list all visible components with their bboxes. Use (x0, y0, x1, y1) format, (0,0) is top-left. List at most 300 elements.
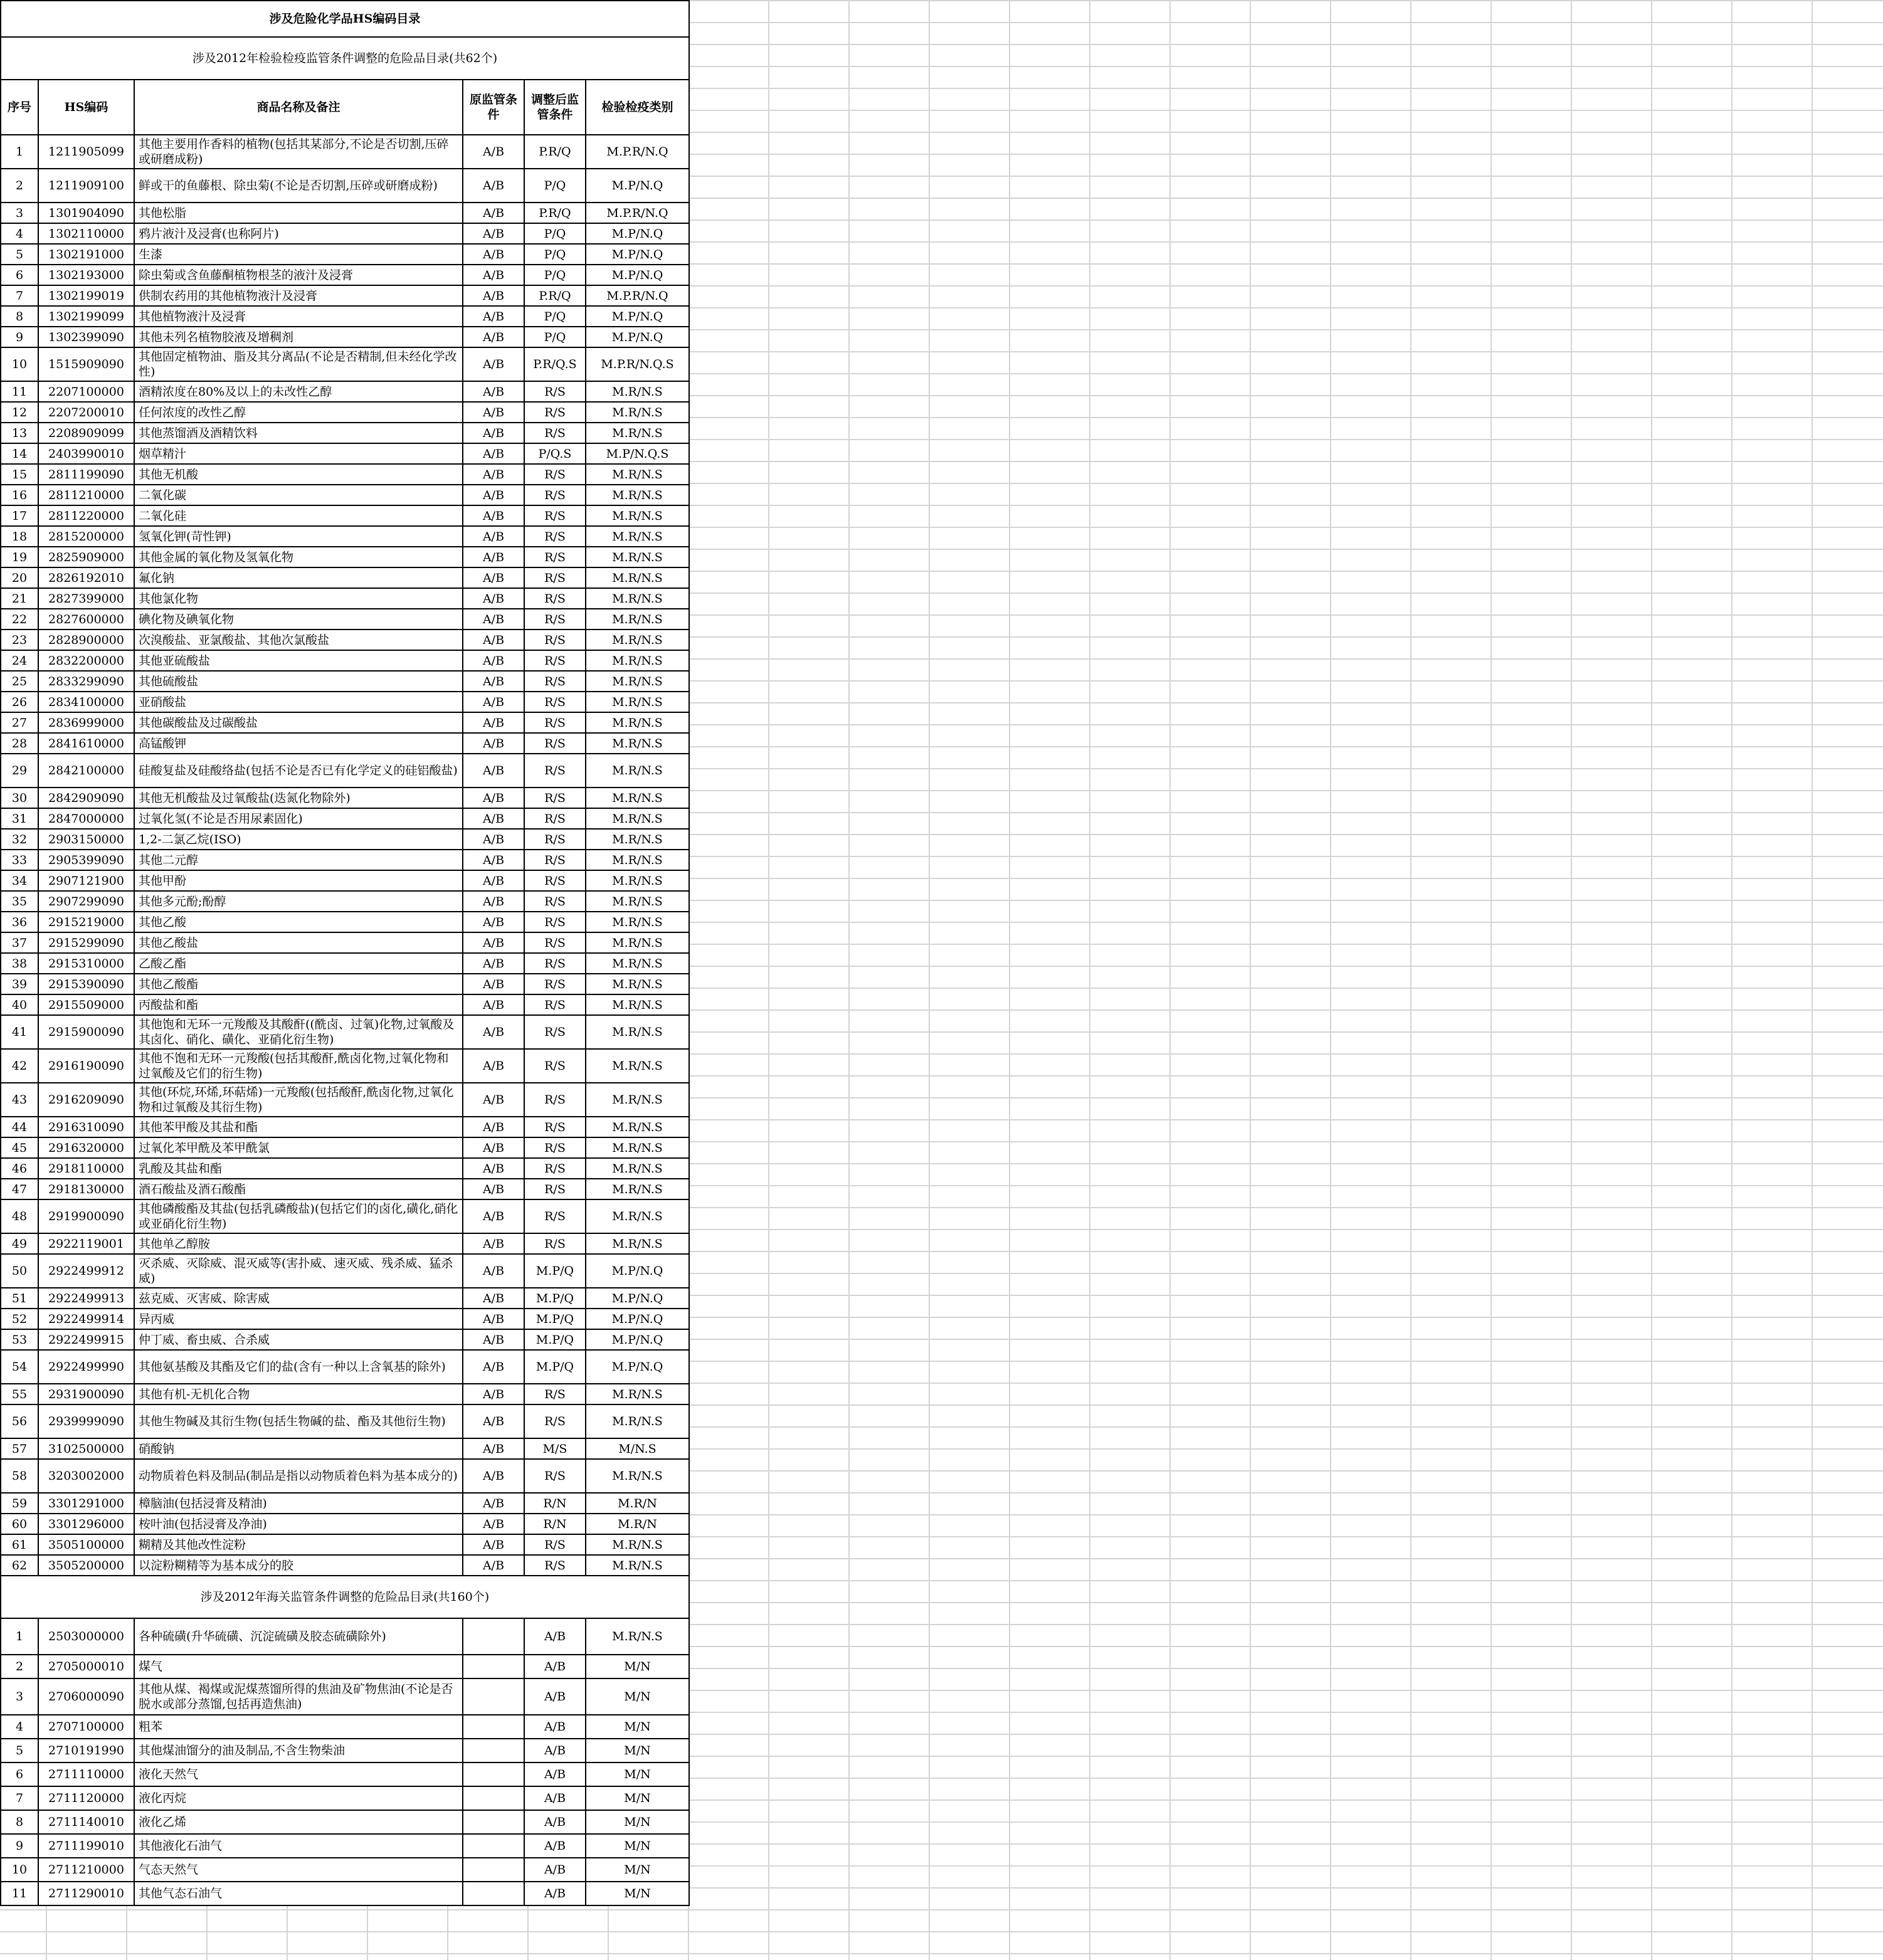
col-header-inspection-category[interactable]: 检验检疫类别 (586, 80, 689, 135)
cell-index[interactable]: 48 (1, 1199, 38, 1233)
cell-index[interactable]: 29 (1, 754, 38, 788)
cell-hs-code[interactable]: 2207200010 (38, 402, 134, 423)
cell-inspection-category[interactable]: M.R/N.S (586, 1049, 689, 1083)
cell-original-condition[interactable]: A/B (463, 443, 524, 464)
cell-name[interactable]: 其他乙酸盐 (134, 932, 463, 953)
cell-index[interactable]: 38 (1, 953, 38, 974)
cell-adjusted-condition[interactable]: R/S (524, 402, 586, 423)
cell-name[interactable]: 乙酸乙酯 (134, 953, 463, 974)
cell-inspection-category[interactable]: M.R/N.S (586, 1618, 689, 1655)
cell-name[interactable]: 其他有机-无机化合物 (134, 1384, 463, 1404)
cell-inspection-category[interactable]: M.R/N.S (586, 788, 689, 808)
cell-original-condition[interactable]: A/B (463, 870, 524, 891)
cell-hs-code[interactable]: 2811210000 (38, 485, 134, 505)
cell-hs-code[interactable]: 2919900090 (38, 1199, 134, 1233)
cell-name[interactable]: 其他从煤、褐煤或泥煤蒸馏所得的焦油及矿物焦油(不论是否脱水或部分蒸馏,包括再造焦油) (134, 1678, 463, 1715)
cell-adjusted-condition[interactable]: R/S (524, 733, 586, 754)
cell-index[interactable]: 1 (1, 1618, 38, 1655)
cell-original-condition[interactable]: A/B (463, 1254, 524, 1288)
cell-original-condition[interactable]: A/B (463, 306, 524, 327)
cell-adjusted-condition[interactable]: R/S (524, 1158, 586, 1179)
cell-adjusted-condition[interactable]: P/Q (524, 265, 586, 285)
cell-inspection-category[interactable]: M.P/N.Q (586, 1254, 689, 1288)
cell-original-condition[interactable]: A/B (463, 402, 524, 423)
cell-hs-code[interactable]: 2836999000 (38, 712, 134, 733)
cell-hs-code[interactable]: 2847000000 (38, 808, 134, 829)
cell-inspection-category[interactable]: M.R/N.S (586, 609, 689, 630)
sheet-title[interactable]: 涉及危险化学品HS编码目录 (1, 1, 689, 37)
cell-index[interactable]: 26 (1, 692, 38, 712)
cell-hs-code[interactable]: 2903150000 (38, 829, 134, 850)
cell-inspection-category[interactable]: M.P/N.Q (586, 1309, 689, 1329)
cell-original-condition[interactable]: A/B (463, 1384, 524, 1404)
cell-index[interactable]: 51 (1, 1288, 38, 1309)
cell-hs-code[interactable]: 2918110000 (38, 1158, 134, 1179)
cell-original-condition[interactable]: A/B (463, 829, 524, 850)
cell-hs-code[interactable]: 2915299090 (38, 932, 134, 953)
cell-index[interactable]: 2 (1, 169, 38, 203)
cell-inspection-category[interactable]: M.R/N.S (586, 1459, 689, 1493)
cell-name[interactable]: 液化天然气 (134, 1762, 463, 1786)
cell-adjusted-condition[interactable]: A/B (524, 1655, 586, 1678)
cell-adjusted-condition[interactable]: M.P/Q (524, 1350, 586, 1384)
cell-original-condition[interactable]: A/B (463, 974, 524, 994)
cell-adjusted-condition[interactable]: A/B (524, 1739, 586, 1762)
cell-original-condition[interactable]: A/B (463, 423, 524, 443)
cell-inspection-category[interactable]: M.R/N.S (586, 588, 689, 609)
cell-index[interactable]: 31 (1, 808, 38, 829)
cell-name[interactable]: 酒精浓度在80%及以上的未改性乙醇 (134, 381, 463, 402)
cell-name[interactable]: 其他硫酸盐 (134, 671, 463, 692)
cell-inspection-category[interactable]: M.P/N.Q (586, 1329, 689, 1350)
cell-inspection-category[interactable]: M.R/N.S (586, 870, 689, 891)
cell-index[interactable]: 46 (1, 1158, 38, 1179)
cell-name[interactable]: 糊精及其他改性淀粉 (134, 1534, 463, 1555)
cell-adjusted-condition[interactable]: R/S (524, 994, 586, 1015)
cell-index[interactable]: 58 (1, 1459, 38, 1493)
col-header-original-condition[interactable]: 原监管条件 (463, 80, 524, 135)
cell-hs-code[interactable]: 2826192010 (38, 567, 134, 588)
cell-inspection-category[interactable]: M.R/N.S (586, 567, 689, 588)
cell-adjusted-condition[interactable]: R/S (524, 932, 586, 953)
cell-adjusted-condition[interactable]: P.R/Q (524, 203, 586, 223)
cell-name[interactable]: 供制农药用的其他植物液汁及浸膏 (134, 285, 463, 306)
cell-inspection-category[interactable]: M.R/N.S (586, 1117, 689, 1137)
cell-adjusted-condition[interactable]: A/B (524, 1834, 586, 1858)
cell-hs-code[interactable]: 2825909000 (38, 547, 134, 567)
cell-adjusted-condition[interactable]: R/S (524, 754, 586, 788)
cell-original-condition[interactable]: A/B (463, 891, 524, 912)
cell-inspection-category[interactable]: M.R/N.S (586, 505, 689, 526)
cell-inspection-category[interactable]: M.R/N.S (586, 1137, 689, 1158)
cell-name[interactable]: 硝酸钠 (134, 1438, 463, 1459)
cell-adjusted-condition[interactable]: A/B (524, 1882, 586, 1905)
cell-name[interactable]: 兹克威、灭害威、除害威 (134, 1288, 463, 1309)
cell-hs-code[interactable]: 3203002000 (38, 1459, 134, 1493)
cell-index[interactable]: 53 (1, 1329, 38, 1350)
cell-adjusted-condition[interactable]: R/S (524, 609, 586, 630)
cell-index[interactable]: 14 (1, 443, 38, 464)
cell-index[interactable]: 61 (1, 1534, 38, 1555)
cell-original-condition[interactable]: A/B (463, 1309, 524, 1329)
cell-original-condition[interactable]: A/B (463, 526, 524, 547)
cell-inspection-category[interactable]: M.R/N (586, 1514, 689, 1534)
cell-index[interactable]: 37 (1, 932, 38, 953)
cell-index[interactable]: 42 (1, 1049, 38, 1083)
cell-original-condition[interactable]: A/B (463, 692, 524, 712)
cell-original-condition[interactable]: A/B (463, 1438, 524, 1459)
cell-hs-code[interactable]: 2922499913 (38, 1288, 134, 1309)
cell-name[interactable]: 氢氧化钾(苛性钾) (134, 526, 463, 547)
cell-original-condition[interactable] (463, 1655, 524, 1678)
cell-name[interactable]: 其他气态石油气 (134, 1882, 463, 1905)
cell-index[interactable]: 52 (1, 1309, 38, 1329)
cell-inspection-category[interactable]: M.R/N.S (586, 754, 689, 788)
cell-hs-code[interactable]: 2922499990 (38, 1350, 134, 1384)
cell-name[interactable]: 灭杀威、灭除威、混灭威等(害扑威、速灭威、残杀威、猛杀威) (134, 1254, 463, 1288)
cell-original-condition[interactable]: A/B (463, 754, 524, 788)
cell-hs-code[interactable]: 2208909099 (38, 423, 134, 443)
cell-adjusted-condition[interactable]: R/S (524, 974, 586, 994)
cell-name[interactable]: 其他无机酸盐及过氧酸盐(迭氮化物除外) (134, 788, 463, 808)
cell-adjusted-condition[interactable]: R/S (524, 505, 586, 526)
cell-name[interactable]: 酒石酸盐及酒石酸酯 (134, 1179, 463, 1199)
cell-name[interactable]: 其他乙酸 (134, 912, 463, 932)
cell-name[interactable]: 粗苯 (134, 1715, 463, 1739)
cell-original-condition[interactable] (463, 1786, 524, 1810)
cell-index[interactable]: 25 (1, 671, 38, 692)
cell-name[interactable]: 其他氯化物 (134, 588, 463, 609)
cell-name[interactable]: 以淀粉糊精等为基本成分的胶 (134, 1555, 463, 1576)
cell-inspection-category[interactable]: M/N (586, 1739, 689, 1762)
cell-index[interactable]: 49 (1, 1233, 38, 1254)
cell-index[interactable]: 4 (1, 223, 38, 244)
cell-hs-code[interactable]: 2915509000 (38, 994, 134, 1015)
cell-original-condition[interactable]: A/B (463, 505, 524, 526)
section2-heading[interactable]: 涉及2012年海关监管条件调整的危险品目录(共160个) (1, 1576, 689, 1618)
cell-index[interactable]: 5 (1, 244, 38, 265)
cell-original-condition[interactable] (463, 1858, 524, 1882)
cell-index[interactable]: 20 (1, 567, 38, 588)
cell-original-condition[interactable]: A/B (463, 1015, 524, 1049)
cell-index[interactable]: 5 (1, 1739, 38, 1762)
cell-inspection-category[interactable]: M.R/N.S (586, 829, 689, 850)
section1-heading[interactable]: 涉及2012年检验检疫监管条件调整的危险品目录(共62个) (1, 37, 689, 80)
cell-adjusted-condition[interactable]: R/S (524, 712, 586, 733)
cell-hs-code[interactable]: 1302199019 (38, 285, 134, 306)
cell-original-condition[interactable]: A/B (463, 671, 524, 692)
cell-name[interactable]: 其他松脂 (134, 203, 463, 223)
cell-original-condition[interactable]: A/B (463, 1534, 524, 1555)
cell-inspection-category[interactable]: M.R/N.S (586, 1534, 689, 1555)
cell-index[interactable]: 3 (1, 203, 38, 223)
cell-name[interactable]: 其他无机酸 (134, 464, 463, 485)
cell-original-condition[interactable]: A/B (463, 381, 524, 402)
cell-hs-code[interactable]: 2931900090 (38, 1384, 134, 1404)
cell-index[interactable]: 9 (1, 327, 38, 347)
cell-inspection-category[interactable]: M.R/N.S (586, 712, 689, 733)
cell-original-condition[interactable]: A/B (463, 169, 524, 203)
cell-inspection-category[interactable]: M.P.R/N.Q (586, 203, 689, 223)
col-header-index[interactable]: 序号 (1, 80, 38, 135)
cell-adjusted-condition[interactable]: R/S (524, 788, 586, 808)
cell-adjusted-condition[interactable]: A/B (524, 1618, 586, 1655)
cell-hs-code[interactable]: 2711110000 (38, 1762, 134, 1786)
cell-adjusted-condition[interactable]: R/S (524, 692, 586, 712)
cell-inspection-category[interactable]: M.R/N.S (586, 994, 689, 1015)
cell-inspection-category[interactable]: M.R/N.S (586, 650, 689, 671)
cell-name[interactable]: 其他(环烷,环烯,环萜烯)一元羧酸(包括酸酐,酰卤化物,过氧化物和过氧酸及其衍生物) (134, 1083, 463, 1117)
cell-index[interactable]: 22 (1, 609, 38, 630)
cell-inspection-category[interactable]: M/N (586, 1715, 689, 1739)
cell-name[interactable]: 任何浓度的改性乙醇 (134, 402, 463, 423)
cell-inspection-category[interactable]: M.R/N.S (586, 891, 689, 912)
cell-name[interactable]: 氟化钠 (134, 567, 463, 588)
cell-name[interactable]: 其他煤油馏分的油及制品,不含生物柴油 (134, 1739, 463, 1762)
cell-hs-code[interactable]: 2711140010 (38, 1810, 134, 1834)
cell-name[interactable]: 其他未列名植物胶液及增稠剂 (134, 327, 463, 347)
cell-inspection-category[interactable]: M.R/N.S (586, 692, 689, 712)
cell-name[interactable]: 鸦片液汁及浸膏(也称阿片) (134, 223, 463, 244)
cell-index[interactable]: 1 (1, 135, 38, 169)
cell-inspection-category[interactable]: M.R/N.S (586, 1083, 689, 1117)
cell-name[interactable]: 其他苯甲酸及其盐和酯 (134, 1117, 463, 1137)
cell-adjusted-condition[interactable]: R/S (524, 567, 586, 588)
cell-hs-code[interactable]: 2916310090 (38, 1117, 134, 1137)
cell-inspection-category[interactable]: M.R/N.S (586, 1199, 689, 1233)
col-header-hs-code[interactable]: HS编码 (38, 80, 134, 135)
cell-hs-code[interactable]: 2907121900 (38, 870, 134, 891)
cell-adjusted-condition[interactable]: R/S (524, 1534, 586, 1555)
cell-inspection-category[interactable]: M.P.R/N.Q.S (586, 347, 689, 381)
cell-index[interactable]: 30 (1, 788, 38, 808)
cell-name[interactable]: 各种硫磺(升华硫磺、沉淀硫磺及胶态硫磺除外) (134, 1618, 463, 1655)
cell-adjusted-condition[interactable]: R/S (524, 1179, 586, 1199)
cell-original-condition[interactable]: A/B (463, 650, 524, 671)
cell-hs-code[interactable]: 1515909090 (38, 347, 134, 381)
cell-index[interactable]: 11 (1, 1882, 38, 1905)
cell-name[interactable]: 异丙威 (134, 1309, 463, 1329)
cell-original-condition[interactable]: A/B (463, 733, 524, 754)
cell-hs-code[interactable]: 2711290010 (38, 1882, 134, 1905)
cell-name[interactable]: 其他蒸馏酒及酒精饮料 (134, 423, 463, 443)
cell-index[interactable]: 9 (1, 1834, 38, 1858)
cell-name[interactable]: 其他主要用作香料的植物(包括其某部分,不论是否切割,压碎或研磨成粉) (134, 135, 463, 169)
cell-hs-code[interactable]: 2827600000 (38, 609, 134, 630)
cell-adjusted-condition[interactable]: R/S (524, 526, 586, 547)
cell-name[interactable]: 其他亚硫酸盐 (134, 650, 463, 671)
cell-index[interactable]: 36 (1, 912, 38, 932)
cell-inspection-category[interactable]: M.P/N.Q (586, 265, 689, 285)
cell-hs-code[interactable]: 1302399090 (38, 327, 134, 347)
cell-index[interactable]: 10 (1, 1858, 38, 1882)
cell-inspection-category[interactable]: M.R/N.S (586, 547, 689, 567)
cell-name[interactable]: 液化乙烯 (134, 1810, 463, 1834)
cell-name[interactable]: 其他乙酸酯 (134, 974, 463, 994)
cell-adjusted-condition[interactable]: A/B (524, 1786, 586, 1810)
cell-original-condition[interactable]: A/B (463, 485, 524, 505)
cell-inspection-category[interactable]: M/N (586, 1762, 689, 1786)
cell-name[interactable]: 硅酸复盐及硅酸络盐(包括不论是否已有化学定义的硅铝酸盐) (134, 754, 463, 788)
cell-hs-code[interactable]: 3505100000 (38, 1534, 134, 1555)
cell-adjusted-condition[interactable]: R/S (524, 630, 586, 650)
cell-hs-code[interactable]: 1302199099 (38, 306, 134, 327)
cell-adjusted-condition[interactable]: R/S (524, 650, 586, 671)
cell-index[interactable]: 57 (1, 1438, 38, 1459)
cell-index[interactable]: 27 (1, 712, 38, 733)
cell-index[interactable]: 41 (1, 1015, 38, 1049)
cell-name[interactable]: 过氧化氢(不论是否用尿素固化) (134, 808, 463, 829)
cell-original-condition[interactable]: A/B (463, 567, 524, 588)
cell-index[interactable]: 7 (1, 1786, 38, 1810)
cell-original-condition[interactable]: A/B (463, 135, 524, 169)
cell-index[interactable]: 13 (1, 423, 38, 443)
cell-original-condition[interactable]: A/B (463, 464, 524, 485)
cell-adjusted-condition[interactable]: P/Q (524, 306, 586, 327)
cell-index[interactable]: 33 (1, 850, 38, 870)
cell-index[interactable]: 6 (1, 265, 38, 285)
cell-adjusted-condition[interactable]: A/B (524, 1715, 586, 1739)
cell-hs-code[interactable]: 2922499914 (38, 1309, 134, 1329)
cell-index[interactable]: 23 (1, 630, 38, 650)
cell-inspection-category[interactable]: M.R/N.S (586, 1233, 689, 1254)
cell-index[interactable]: 55 (1, 1384, 38, 1404)
cell-original-condition[interactable] (463, 1715, 524, 1739)
cell-hs-code[interactable]: 3102500000 (38, 1438, 134, 1459)
cell-name[interactable]: 仲丁威、畜虫威、合杀威 (134, 1329, 463, 1350)
cell-adjusted-condition[interactable]: R/S (524, 588, 586, 609)
cell-original-condition[interactable]: A/B (463, 1288, 524, 1309)
cell-hs-code[interactable]: 3301296000 (38, 1514, 134, 1534)
cell-name[interactable]: 烟草精汁 (134, 443, 463, 464)
cell-hs-code[interactable]: 2922499912 (38, 1254, 134, 1288)
cell-adjusted-condition[interactable]: R/S (524, 1117, 586, 1137)
cell-adjusted-condition[interactable]: R/S (524, 829, 586, 850)
cell-name[interactable]: 丙酸盐和酯 (134, 994, 463, 1015)
cell-name[interactable]: 其他饱和无环一元羧酸及其酸酐((酰卤、过氧)化物,过氧酸及其卤化、硝化、磺化、亚硝化衍生物) (134, 1015, 463, 1049)
cell-hs-code[interactable]: 2907299090 (38, 891, 134, 912)
cell-hs-code[interactable]: 2922499915 (38, 1329, 134, 1350)
cell-hs-code[interactable]: 2403990010 (38, 443, 134, 464)
cell-hs-code[interactable]: 1302191000 (38, 244, 134, 265)
cell-index[interactable]: 39 (1, 974, 38, 994)
cell-hs-code[interactable]: 2922119001 (38, 1233, 134, 1254)
cell-inspection-category[interactable]: M.R/N.S (586, 630, 689, 650)
cell-inspection-category[interactable]: M.R/N.S (586, 808, 689, 829)
cell-index[interactable]: 34 (1, 870, 38, 891)
cell-name[interactable]: 液化丙烷 (134, 1786, 463, 1810)
cell-original-condition[interactable]: A/B (463, 932, 524, 953)
cell-name[interactable]: 其他不饱和无环一元羧酸(包括其酸酐,酰卤化物,过氧化物和过氧酸及它们的衍生物) (134, 1049, 463, 1083)
cell-hs-code[interactable]: 2916320000 (38, 1137, 134, 1158)
cell-adjusted-condition[interactable]: M.P/Q (524, 1254, 586, 1288)
cell-hs-code[interactable]: 3301291000 (38, 1493, 134, 1514)
cell-index[interactable]: 60 (1, 1514, 38, 1534)
cell-original-condition[interactable]: A/B (463, 244, 524, 265)
cell-name[interactable]: 其他金属的氧化物及氢氧化物 (134, 547, 463, 567)
cell-name[interactable]: 次溴酸盐、亚氯酸盐、其他次氯酸盐 (134, 630, 463, 650)
cell-original-condition[interactable]: A/B (463, 1083, 524, 1117)
cell-name[interactable]: 1,2-二氯乙烷(ISO) (134, 829, 463, 850)
cell-inspection-category[interactable]: M.R/N.S (586, 953, 689, 974)
cell-inspection-category[interactable]: M.P/N.Q (586, 223, 689, 244)
cell-adjusted-condition[interactable]: P.R/Q.S (524, 347, 586, 381)
cell-adjusted-condition[interactable]: P/Q (524, 327, 586, 347)
cell-name[interactable]: 煤气 (134, 1655, 463, 1678)
cell-inspection-category[interactable]: M.R/N.S (586, 402, 689, 423)
cell-original-condition[interactable]: A/B (463, 609, 524, 630)
cell-original-condition[interactable]: A/B (463, 953, 524, 974)
cell-inspection-category[interactable]: M.R/N.S (586, 974, 689, 994)
cell-hs-code[interactable]: 2207100000 (38, 381, 134, 402)
cell-hs-code[interactable]: 1302193000 (38, 265, 134, 285)
cell-name[interactable]: 其他甲酚 (134, 870, 463, 891)
cell-index[interactable]: 6 (1, 1762, 38, 1786)
cell-inspection-category[interactable]: M.P.R/N.Q (586, 285, 689, 306)
cell-index[interactable]: 45 (1, 1137, 38, 1158)
cell-name[interactable]: 过氧化苯甲酰及苯甲酰氯 (134, 1137, 463, 1158)
cell-adjusted-condition[interactable]: M/S (524, 1438, 586, 1459)
cell-name[interactable]: 其他氨基酸及其酯及它们的盐(含有一种以上含氧基的除外) (134, 1350, 463, 1384)
cell-index[interactable]: 62 (1, 1555, 38, 1576)
cell-inspection-category[interactable]: M/N (586, 1655, 689, 1678)
cell-hs-code[interactable]: 2711120000 (38, 1786, 134, 1810)
cell-name[interactable]: 其他二元醇 (134, 850, 463, 870)
cell-index[interactable]: 28 (1, 733, 38, 754)
cell-index[interactable]: 40 (1, 994, 38, 1015)
cell-original-condition[interactable]: A/B (463, 1158, 524, 1179)
cell-adjusted-condition[interactable]: R/S (524, 1384, 586, 1404)
cell-index[interactable]: 44 (1, 1117, 38, 1137)
cell-hs-code[interactable]: 2711210000 (38, 1858, 134, 1882)
cell-original-condition[interactable]: A/B (463, 1329, 524, 1350)
cell-index[interactable]: 32 (1, 829, 38, 850)
cell-hs-code[interactable]: 2711199010 (38, 1834, 134, 1858)
cell-original-condition[interactable] (463, 1810, 524, 1834)
cell-hs-code[interactable]: 1211905099 (38, 135, 134, 169)
cell-hs-code[interactable]: 2833299090 (38, 671, 134, 692)
cell-original-condition[interactable]: A/B (463, 327, 524, 347)
cell-inspection-category[interactable]: M.R/N.S (586, 1158, 689, 1179)
cell-name[interactable]: 其他多元酚;酚醇 (134, 891, 463, 912)
cell-adjusted-condition[interactable]: R/S (524, 1137, 586, 1158)
cell-adjusted-condition[interactable]: R/S (524, 850, 586, 870)
cell-index[interactable]: 2 (1, 1655, 38, 1678)
cell-index[interactable]: 7 (1, 285, 38, 306)
cell-name[interactable]: 二氧化碳 (134, 485, 463, 505)
cell-hs-code[interactable]: 3505200000 (38, 1555, 134, 1576)
cell-inspection-category[interactable]: M.R/N.S (586, 1555, 689, 1576)
cell-hs-code[interactable]: 2827399000 (38, 588, 134, 609)
cell-adjusted-condition[interactable]: R/S (524, 547, 586, 567)
cell-inspection-category[interactable]: M.P/N.Q (586, 327, 689, 347)
cell-adjusted-condition[interactable]: R/S (524, 891, 586, 912)
cell-adjusted-condition[interactable]: M.P/Q (524, 1309, 586, 1329)
cell-index[interactable]: 43 (1, 1083, 38, 1117)
cell-index[interactable]: 35 (1, 891, 38, 912)
cell-adjusted-condition[interactable]: A/B (524, 1858, 586, 1882)
cell-original-condition[interactable]: A/B (463, 1350, 524, 1384)
cell-name[interactable]: 动物质着色料及制品(制品是指以动物质着色料为基本成分的) (134, 1459, 463, 1493)
cell-name[interactable]: 其他固定植物油、脂及其分离品(不论是否精制,但未经化学改性) (134, 347, 463, 381)
cell-inspection-category[interactable]: M.R/N.S (586, 1179, 689, 1199)
cell-adjusted-condition[interactable]: R/S (524, 671, 586, 692)
cell-adjusted-condition[interactable]: R/S (524, 1015, 586, 1049)
cell-index[interactable]: 21 (1, 588, 38, 609)
cell-inspection-category[interactable]: M/N (586, 1834, 689, 1858)
cell-index[interactable]: 8 (1, 1810, 38, 1834)
cell-index[interactable]: 16 (1, 485, 38, 505)
